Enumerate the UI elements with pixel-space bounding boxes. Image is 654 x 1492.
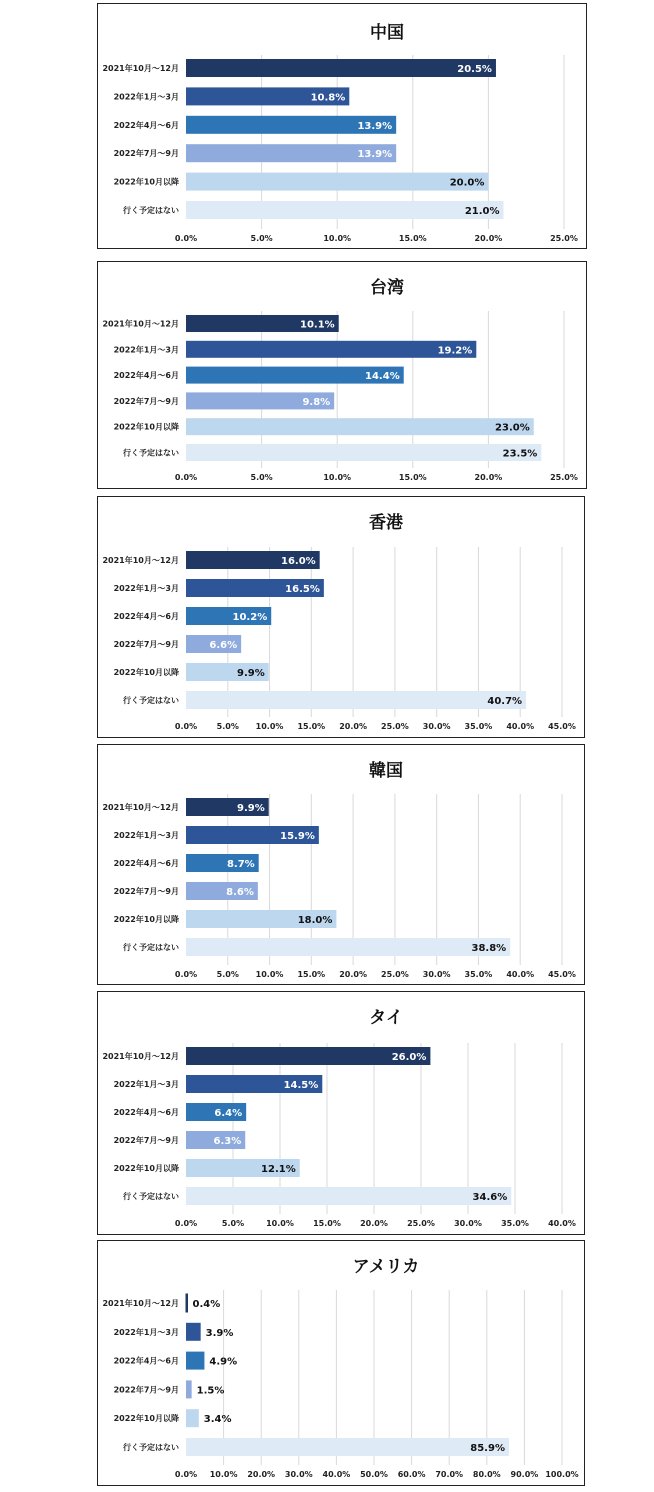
data-label: 40.7%	[487, 696, 523, 707]
bar	[186, 201, 504, 219]
category-label: 行く予定はない	[123, 943, 179, 952]
x-tick-label: 10.0%	[266, 1219, 294, 1228]
chart-panel-hongkong	[97, 496, 585, 738]
x-tick-label: 25.0%	[550, 234, 578, 243]
data-label: 0.4%	[192, 1299, 221, 1310]
category-label: 2022年4月～6月	[113, 1356, 179, 1366]
data-label: 20.5%	[457, 64, 492, 75]
bar	[186, 173, 488, 191]
data-label: 12.1%	[261, 1164, 296, 1175]
category-label: 行く予定はない	[123, 1192, 179, 1201]
data-label: 13.9%	[357, 120, 393, 132]
x-tick-label: 30.0%	[422, 970, 451, 979]
category-label: 2022年1月～3月	[113, 345, 179, 355]
x-tick-label: 10.0%	[255, 970, 284, 979]
category-label: 行く予定はない	[123, 206, 179, 215]
category-label: 2022年1月～3月	[113, 92, 179, 102]
chart-title: 韓国	[369, 761, 403, 781]
category-label: 2021年10月～12月	[102, 1052, 179, 1061]
chart-panel-taiwan	[97, 261, 587, 489]
data-label: 26.0%	[391, 1052, 427, 1063]
x-tick-label: 90.0%	[510, 1470, 539, 1479]
x-tick-label: 70.0%	[435, 1470, 464, 1479]
bar	[186, 1352, 204, 1370]
category-label: 2022年1月～3月	[113, 1327, 179, 1337]
x-tick-label: 25.0%	[381, 722, 409, 731]
x-tick-label: 50.0%	[360, 1470, 388, 1479]
chart-hongkong	[98, 497, 586, 739]
data-label: 3.9%	[205, 1327, 234, 1339]
data-label: 16.0%	[280, 556, 316, 567]
bar	[186, 1323, 201, 1341]
x-tick-label: 25.0%	[550, 473, 578, 482]
bar	[186, 1409, 199, 1427]
data-label: 85.9%	[470, 1443, 505, 1454]
chart-korea	[98, 745, 586, 986]
category-label: 2021年10月～12月	[102, 319, 179, 329]
data-label: 14.5%	[283, 1080, 319, 1091]
x-tick-label: 30.0%	[422, 722, 451, 731]
x-tick-label: 5.0%	[216, 722, 239, 731]
x-tick-label: 60.0%	[397, 1470, 426, 1479]
x-tick-label: 40.0%	[322, 1470, 351, 1479]
chart-title: 香港	[369, 513, 403, 533]
data-label: 38.8%	[471, 943, 507, 954]
x-tick-label: 20.0%	[247, 1470, 276, 1479]
x-tick-label: 40.0%	[506, 970, 535, 979]
x-tick-label: 0.0%	[174, 473, 198, 482]
category-label: 2022年7月～9月	[113, 1385, 179, 1395]
category-label: 2021年10月～12月	[102, 1299, 179, 1308]
x-tick-label: 0.0%	[174, 1219, 198, 1228]
data-label: 16.5%	[285, 584, 320, 595]
x-tick-label: 45.0%	[548, 970, 576, 979]
category-label: 2022年4月～6月	[113, 1108, 179, 1117]
category-label: 2022年7月～9月	[113, 640, 179, 649]
bar	[186, 1294, 188, 1312]
x-tick-label: 10.0%	[255, 722, 284, 731]
bar	[186, 691, 526, 709]
data-label: 15.9%	[280, 831, 315, 842]
chart-panel-china	[97, 3, 587, 249]
bar	[186, 938, 510, 956]
data-label: 1.5%	[196, 1385, 225, 1397]
category-label: 2022年10月以降	[113, 177, 179, 187]
category-label: 2022年10月以降	[113, 915, 179, 924]
bar	[186, 341, 476, 358]
x-tick-label: 15.0%	[313, 1219, 341, 1228]
data-label: 10.1%	[300, 319, 335, 331]
x-tick-label: 10.0%	[323, 234, 352, 243]
category-label: 2021年10月～12月	[102, 556, 179, 565]
data-label: 13.9%	[357, 149, 393, 161]
x-tick-label: 30.0%	[284, 1470, 313, 1479]
x-tick-label: 40.0%	[506, 722, 535, 731]
x-tick-label: 20.0%	[339, 970, 367, 979]
data-label: 14.4%	[365, 371, 400, 383]
category-label: 行く予定はない	[123, 448, 179, 458]
category-label: 2022年1月～3月	[113, 1080, 179, 1089]
chart-panel-usa	[97, 1240, 585, 1486]
chart-title: アメリカ	[352, 1257, 420, 1277]
x-tick-label: 40.0%	[548, 1219, 576, 1228]
x-tick-label: 20.0%	[360, 1219, 388, 1228]
data-label: 6.6%	[209, 640, 238, 651]
x-tick-label: 20.0%	[339, 722, 367, 731]
x-tick-label: 0.0%	[174, 722, 198, 731]
data-label: 23.0%	[495, 422, 530, 434]
category-label: 2022年10月以降	[113, 668, 179, 677]
category-label: 2022年4月～6月	[113, 120, 179, 130]
x-tick-label: 5.0%	[250, 473, 273, 482]
x-tick-label: 15.0%	[398, 234, 427, 243]
category-label: 2022年10月以降	[113, 1164, 179, 1173]
data-label: 9.9%	[236, 803, 265, 814]
chart-thailand	[98, 992, 586, 1236]
x-tick-label: 0.0%	[174, 970, 198, 979]
category-label: 2021年10月～12月	[102, 64, 179, 73]
category-label: 2022年4月～6月	[113, 612, 179, 621]
x-tick-label: 20.0%	[474, 234, 503, 243]
x-tick-label: 30.0%	[454, 1219, 482, 1228]
chart-china	[98, 4, 588, 250]
category-label: 2021年10月～12月	[102, 803, 179, 812]
category-label: 行く予定はない	[123, 696, 179, 705]
data-label: 8.7%	[226, 859, 255, 870]
data-label: 4.9%	[209, 1356, 238, 1368]
data-label: 9.8%	[302, 396, 331, 408]
chart-taiwan	[98, 262, 588, 490]
x-tick-label: 15.0%	[297, 970, 326, 979]
bar	[186, 1438, 509, 1456]
chart-panel-thailand	[97, 991, 585, 1235]
x-tick-label: 10.0%	[323, 473, 352, 482]
category-label: 2022年7月～9月	[113, 1136, 179, 1145]
chart-usa	[98, 1241, 586, 1487]
x-tick-label: 35.0%	[464, 970, 493, 979]
data-label: 10.2%	[232, 612, 268, 623]
x-tick-label: 80.0%	[472, 1470, 501, 1479]
data-label: 34.6%	[472, 1192, 508, 1203]
x-tick-label: 5.0%	[221, 1219, 245, 1228]
x-tick-label: 45.0%	[548, 722, 576, 731]
category-label: 2022年1月～3月	[113, 584, 179, 593]
bar	[186, 59, 496, 77]
x-tick-label: 15.0%	[297, 722, 326, 731]
data-label: 23.5%	[502, 448, 538, 460]
x-tick-label: 5.0%	[216, 970, 239, 979]
x-tick-label: 35.0%	[501, 1219, 529, 1228]
category-label: 2022年4月～6月	[113, 859, 179, 868]
data-label: 8.6%	[226, 887, 254, 898]
x-tick-label: 5.0%	[250, 234, 273, 243]
data-label: 18.0%	[297, 915, 333, 926]
chart-panel-korea	[97, 744, 585, 985]
data-label: 19.2%	[437, 345, 473, 357]
x-tick-label: 100.0%	[545, 1470, 579, 1479]
category-label: 2022年4月～6月	[113, 371, 179, 381]
bar	[186, 444, 541, 461]
category-label: 2022年1月～3月	[113, 831, 179, 840]
category-label: 2022年7月～9月	[113, 396, 179, 406]
bar	[186, 1380, 192, 1398]
data-label: 6.3%	[213, 1136, 242, 1147]
x-tick-label: 0.0%	[174, 234, 198, 243]
category-label: 2022年10月以降	[113, 422, 179, 432]
x-tick-label: 25.0%	[407, 1219, 435, 1228]
x-tick-label: 0.0%	[174, 1470, 198, 1479]
x-tick-label: 10.0%	[209, 1470, 238, 1479]
bar	[186, 418, 534, 435]
x-tick-label: 25.0%	[381, 970, 409, 979]
category-label: 2022年7月～9月	[113, 149, 179, 159]
data-label: 10.8%	[310, 92, 346, 104]
category-label: 2022年7月～9月	[113, 887, 179, 896]
data-label: 9.9%	[236, 668, 265, 679]
data-label: 3.4%	[203, 1414, 232, 1426]
x-tick-label: 20.0%	[474, 473, 503, 482]
chart-title: 中国	[370, 23, 404, 43]
data-label: 21.0%	[464, 206, 500, 217]
chart-title: 台湾	[370, 278, 404, 298]
chart-title: タイ	[369, 1008, 403, 1028]
category-label: 2022年10月以降	[113, 1414, 179, 1424]
x-tick-label: 35.0%	[464, 722, 493, 731]
category-label: 行く予定はない	[123, 1443, 179, 1452]
data-label: 6.4%	[214, 1108, 243, 1119]
bar	[186, 1187, 511, 1205]
x-tick-label: 15.0%	[398, 473, 427, 482]
data-label: 20.0%	[449, 177, 485, 189]
